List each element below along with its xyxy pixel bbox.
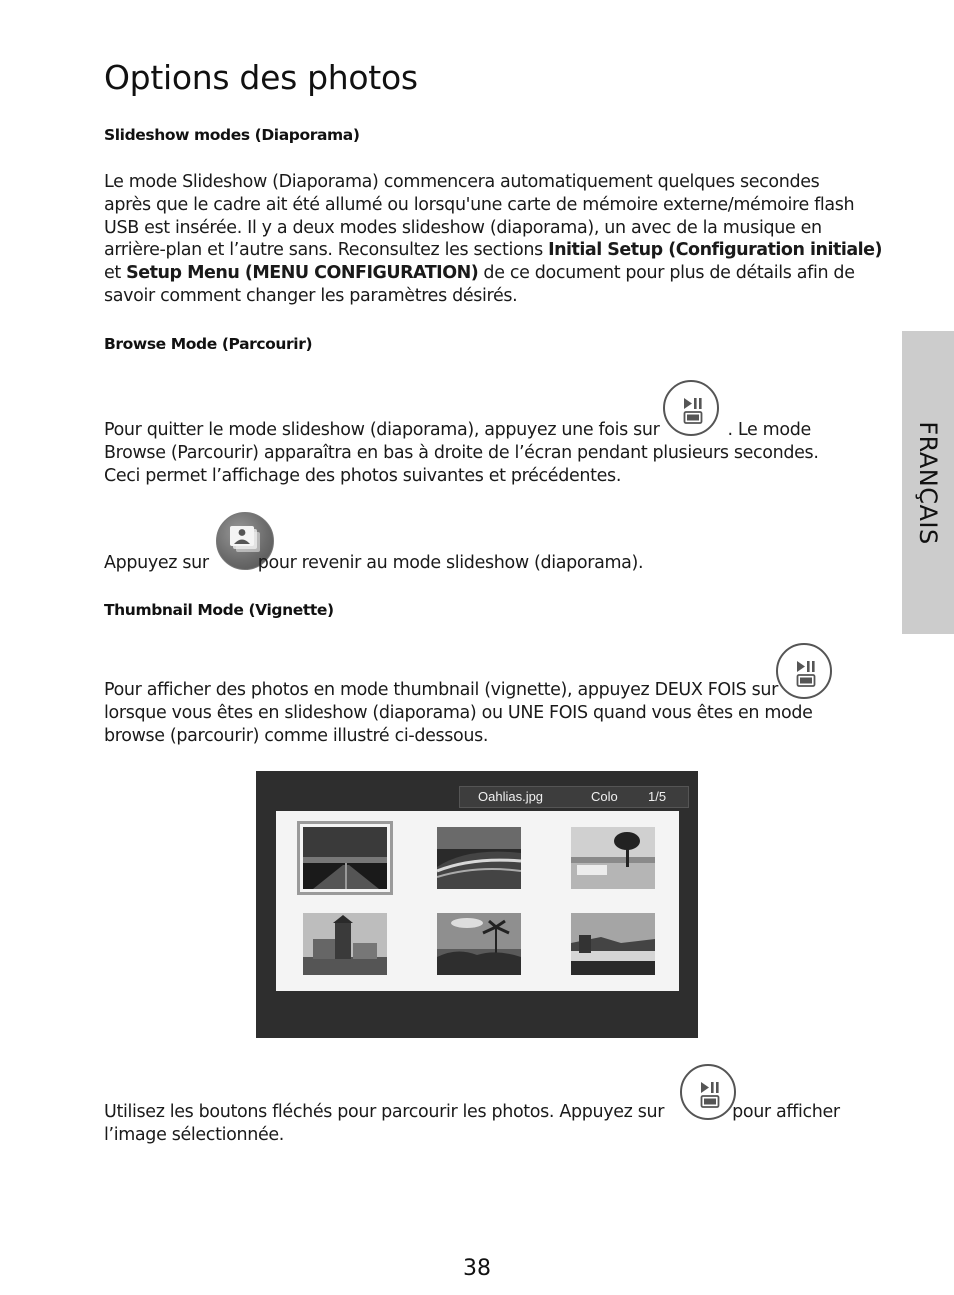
screen-info-bar xyxy=(459,786,689,808)
language-tab xyxy=(902,331,954,634)
thumbnail-coast xyxy=(571,913,655,975)
thumbnail-paragraph: Pour afficher des photos en mode thumbnail (vignette), appuyez DEUX FOIS sur lorsque vous êtes en slideshow (diaporama) ou UNE FOIS quand vous êtes en mode browse (parcourir) comme illustré ci-dessous. xyxy=(104,680,813,746)
thumbnail-pier xyxy=(303,827,387,889)
thumbnail-beach xyxy=(437,827,521,889)
thumbnail-lighthouse xyxy=(303,913,387,975)
thumbnail-heading: Thumbnail Mode (Vignette) xyxy=(104,601,334,619)
page-number: 38 xyxy=(463,1256,491,1281)
thumbnail-tree xyxy=(571,827,655,889)
thumbnail-grid xyxy=(276,811,679,991)
screen-mode: Colo xyxy=(591,789,618,804)
screen-filename: Oahlias.jpg xyxy=(478,789,544,804)
thumbnail-screen-illustration xyxy=(256,771,698,1038)
thumbnail-palms xyxy=(437,913,521,975)
select-image-paragraph: Utilisez les boutons fléchés pour parcourir les photos. Appuyez sur pour afficher l’image sélectionnée. xyxy=(104,1102,840,1145)
page-title: Options des photos xyxy=(104,58,418,97)
return-slideshow-line: Appuyez sur pour revenir au mode slideshow (diaporama). xyxy=(104,553,644,573)
browse-paragraph: Pour quitter le mode slideshow (diaporama), appuyez une fois sur . Le mode Browse (Parcourir) apparaîtra en bas à droite de l’écran pendant plusieurs secondes. Ceci permet l’affichage des photos suivantes et précédentes. xyxy=(104,420,819,486)
screen-counter: 1/5 xyxy=(648,789,667,804)
language-tab-label: FRANÇAIS xyxy=(914,420,942,545)
slideshow-paragraph: Le mode Slideshow (Diaporama) commencera automatiquement quelques secondes après que le cadre ait été allumé ou lorsqu'une carte de mémoire externe/mémoire flash USB est insérée. Il y a deux modes slideshow (diaporama), un avec de la musique en arrière-plan et l’autre sans. Reconsultez les sections Initial Setup (Configuration initiale) et Setup Menu (MENU CONFIGURATION) de ce document pour plus de détails afin de savoir comment changer les paramètres désirés. xyxy=(104,172,883,306)
setup-menu-ref: Setup Menu (MENU CONFIGURATION) xyxy=(126,263,479,284)
initial-setup-ref: Initial Setup (Configuration initiale) xyxy=(548,240,883,261)
browse-heading: Browse Mode (Parcourir) xyxy=(104,335,313,353)
slideshow-heading: Slideshow modes (Diaporama) xyxy=(104,126,360,144)
